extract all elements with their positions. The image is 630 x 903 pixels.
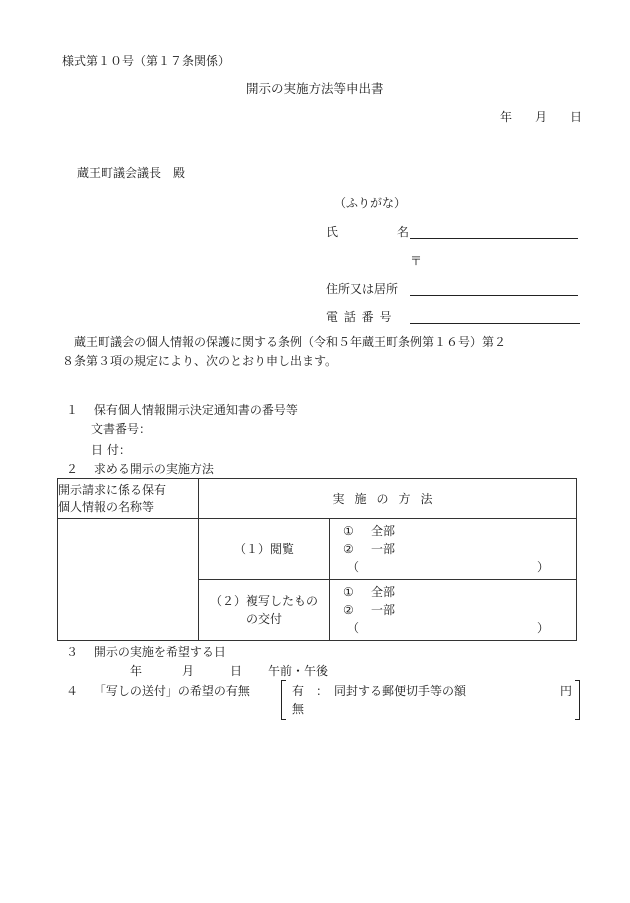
addressee: 蔵王町議会議長 殿 [77,166,186,180]
doc-number-label: 文書番号： [91,422,152,436]
intro-line-2: ８条第３項の規定により、次のとおり申し出ます。 [62,354,338,368]
method-cell-copy [199,580,330,641]
address-field[interactable] [410,295,578,296]
name-label-1: 氏 [326,225,339,239]
doc-date-label: 日 付： [91,443,131,457]
name-label-2: 名 [397,225,410,239]
yen-label: 円 [560,684,573,698]
paren-open: （ [347,621,360,635]
postal-mark: 〒 [410,254,423,268]
left-bracket [281,680,286,720]
form-number: 様式第１０号（第１７条関係） [62,54,231,68]
method-copy-label-1: （２）複写したもの [209,594,318,608]
section-4-heading: ４ 「写しの送付」の希望の有無 [66,684,250,698]
circled-1-mark: ① [343,524,354,538]
circled-2-mark: ② [343,603,354,617]
paren-close: ） [537,621,550,635]
copy-send-no-option[interactable]: 無 [292,702,305,716]
method-view-label: （１）閲覧 [233,542,294,556]
desired-month-label: 月 [182,664,195,678]
intro-line-1: 蔵王町議会の個人情報の保護に関する条例（令和５年蔵王町条例第１６号）第２ [62,335,507,349]
am-pm-option[interactable]: 午前・午後 [268,664,329,678]
desired-year-label: 年 [130,664,143,678]
paren-close: ） [537,560,550,574]
section-2-heading: ２ 求める開示の実施方法 [66,462,214,476]
name-header-cell [58,479,199,519]
name-header-line-1: 開示請求に係る保有 [58,482,167,497]
view-option-all-label: 全部 [371,524,396,538]
method-cell-view [199,519,330,580]
furigana-label: （ふりがな） [334,196,407,210]
method-copy-label-2: の交付 [245,612,282,626]
options-cell-view [330,519,577,580]
copy-option-all[interactable] [343,583,576,601]
name-header-line-2: 個人情報の名称等 [58,499,155,514]
copy-send-yes-option[interactable]: 有 ： 同封する郵便切手等の額 [292,684,467,698]
copy-option-part[interactable] [343,601,576,619]
view-part-detail-field[interactable] [343,558,576,576]
phone-field[interactable] [410,323,580,324]
date-month-label: 月 [535,110,548,124]
section-1-heading: １ 保有個人情報開示決定通知書の番号等 [66,403,298,417]
form-title: 開示の実施方法等申出書 [246,81,384,96]
section-3-heading: ３ 開示の実施を希望する日 [66,645,226,659]
view-option-all[interactable] [343,522,576,540]
info-name-cell[interactable] [58,519,199,641]
circled-1-mark: ① [343,585,354,599]
circled-2-mark: ② [343,542,354,556]
desired-day-label: 日 [230,664,243,678]
date-day-label: 日 [570,110,583,124]
implementation-method-table [57,478,577,641]
address-label: 住所又は居所 [326,282,399,296]
date-year-label: 年 [500,110,513,124]
name-field[interactable] [410,238,578,239]
paren-open: （ [347,560,360,574]
view-option-part-label: 一部 [371,542,396,556]
phone-label: 電 話 番 号 [326,310,393,324]
copy-option-part-label: 一部 [371,603,396,617]
view-option-part[interactable] [343,540,576,558]
copy-option-all-label: 全部 [371,585,396,599]
right-bracket [575,680,580,720]
method-header: 実施の方法 [199,479,577,519]
options-cell-copy [330,580,577,641]
copy-part-detail-field[interactable] [343,619,576,637]
